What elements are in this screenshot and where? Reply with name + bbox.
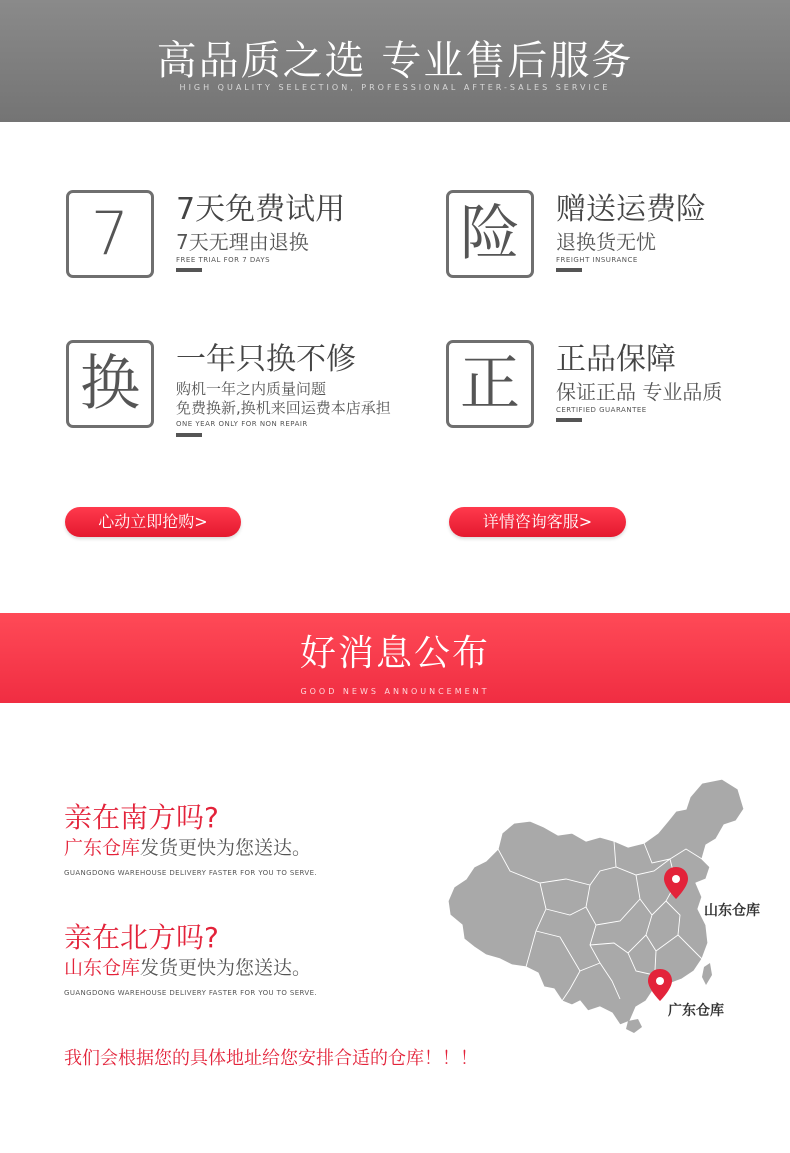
shandong-label: 山东仓库 — [704, 903, 760, 919]
news-title: 好消息公布 — [299, 633, 490, 674]
china-map — [440, 775, 780, 1035]
south-delivery-text: 发货更快为您送达。 — [140, 837, 312, 859]
service-replace — [66, 340, 406, 434]
south-question: 亲在南方吗? — [64, 801, 219, 834]
trial-desc: 7天无理由退换 — [176, 230, 309, 254]
china-map-shape — [448, 779, 744, 1025]
south-en: GUANGDONG WAREHOUSE DELIVERY FASTER FOR YOU TO SERVE. — [64, 869, 318, 877]
guangdong-pin-icon — [648, 969, 672, 1001]
trial-name: 7天免费试用 — [176, 192, 346, 227]
replace-desc-1: 购机一年之内质量问题 — [176, 380, 327, 398]
genuine-en: CERTIFIED GUARANTEE — [556, 406, 647, 414]
north-question: 亲在北方吗? — [64, 921, 219, 954]
insurance-divider — [556, 268, 582, 272]
news-subtitle: GOOD NEWS ANNOUNCEMENT — [300, 687, 490, 696]
header-subtitle: HIGH QUALITY SELECTION, PROFESSIONAL AFTER-SALES SERVICE — [179, 83, 611, 92]
south-warehouse-name: 广东仓库 — [64, 837, 141, 859]
insurance-badge: 险 — [446, 190, 534, 278]
replace-desc-2: 免费换新,换机来回运费本店承担 — [176, 399, 391, 417]
header-banner — [0, 0, 790, 122]
taiwan-island — [702, 963, 712, 985]
replace-name: 一年只换不修 — [176, 342, 356, 377]
trial-en: FREE TRIAL FOR 7 DAYS — [176, 256, 271, 264]
insurance-desc: 退换货无忧 — [556, 230, 656, 254]
trial-badge: 7 — [66, 190, 154, 278]
buy-now-button[interactable]: 心动立即抢购> — [65, 507, 241, 537]
news-banner — [0, 613, 790, 703]
guangdong-label: 广东仓库 — [668, 1003, 724, 1019]
north-en: GUANGDONG WAREHOUSE DELIVERY FASTER FOR YOU TO SERVE. — [64, 989, 318, 997]
service-genuine — [446, 340, 786, 434]
insurance-name: 赠送运费险 — [556, 192, 706, 227]
replace-badge: 换 — [66, 340, 154, 428]
genuine-name: 正品保障 — [556, 342, 676, 377]
north-warehouse-name: 山东仓库 — [64, 957, 141, 979]
south-line — [64, 835, 317, 861]
service-free-trial — [66, 190, 406, 284]
trial-divider — [176, 268, 202, 272]
south-warehouse-block — [64, 801, 317, 877]
replace-divider — [176, 433, 202, 437]
replace-en: ONE YEAR ONLY FOR NON REPAIR — [176, 420, 308, 428]
north-line — [64, 955, 317, 981]
contact-service-button[interactable]: 详情咨询客服> — [449, 507, 626, 537]
north-warehouse-block — [64, 921, 317, 997]
genuine-badge: 正 — [446, 340, 534, 428]
hainan-island — [626, 1019, 642, 1033]
header-title: 高品质之选 专业售后服务 — [156, 38, 634, 84]
insurance-en: FREIGHT INSURANCE — [556, 256, 638, 264]
north-delivery-text: 发货更快为您送达。 — [140, 957, 312, 979]
genuine-desc: 保证正品 专业品质 — [556, 380, 723, 404]
warehouse-notice: 我们会根据您的具体地址给您安排合适的仓库！！！ — [64, 1048, 478, 1069]
service-freight-insurance — [446, 190, 786, 284]
genuine-divider — [556, 418, 582, 422]
